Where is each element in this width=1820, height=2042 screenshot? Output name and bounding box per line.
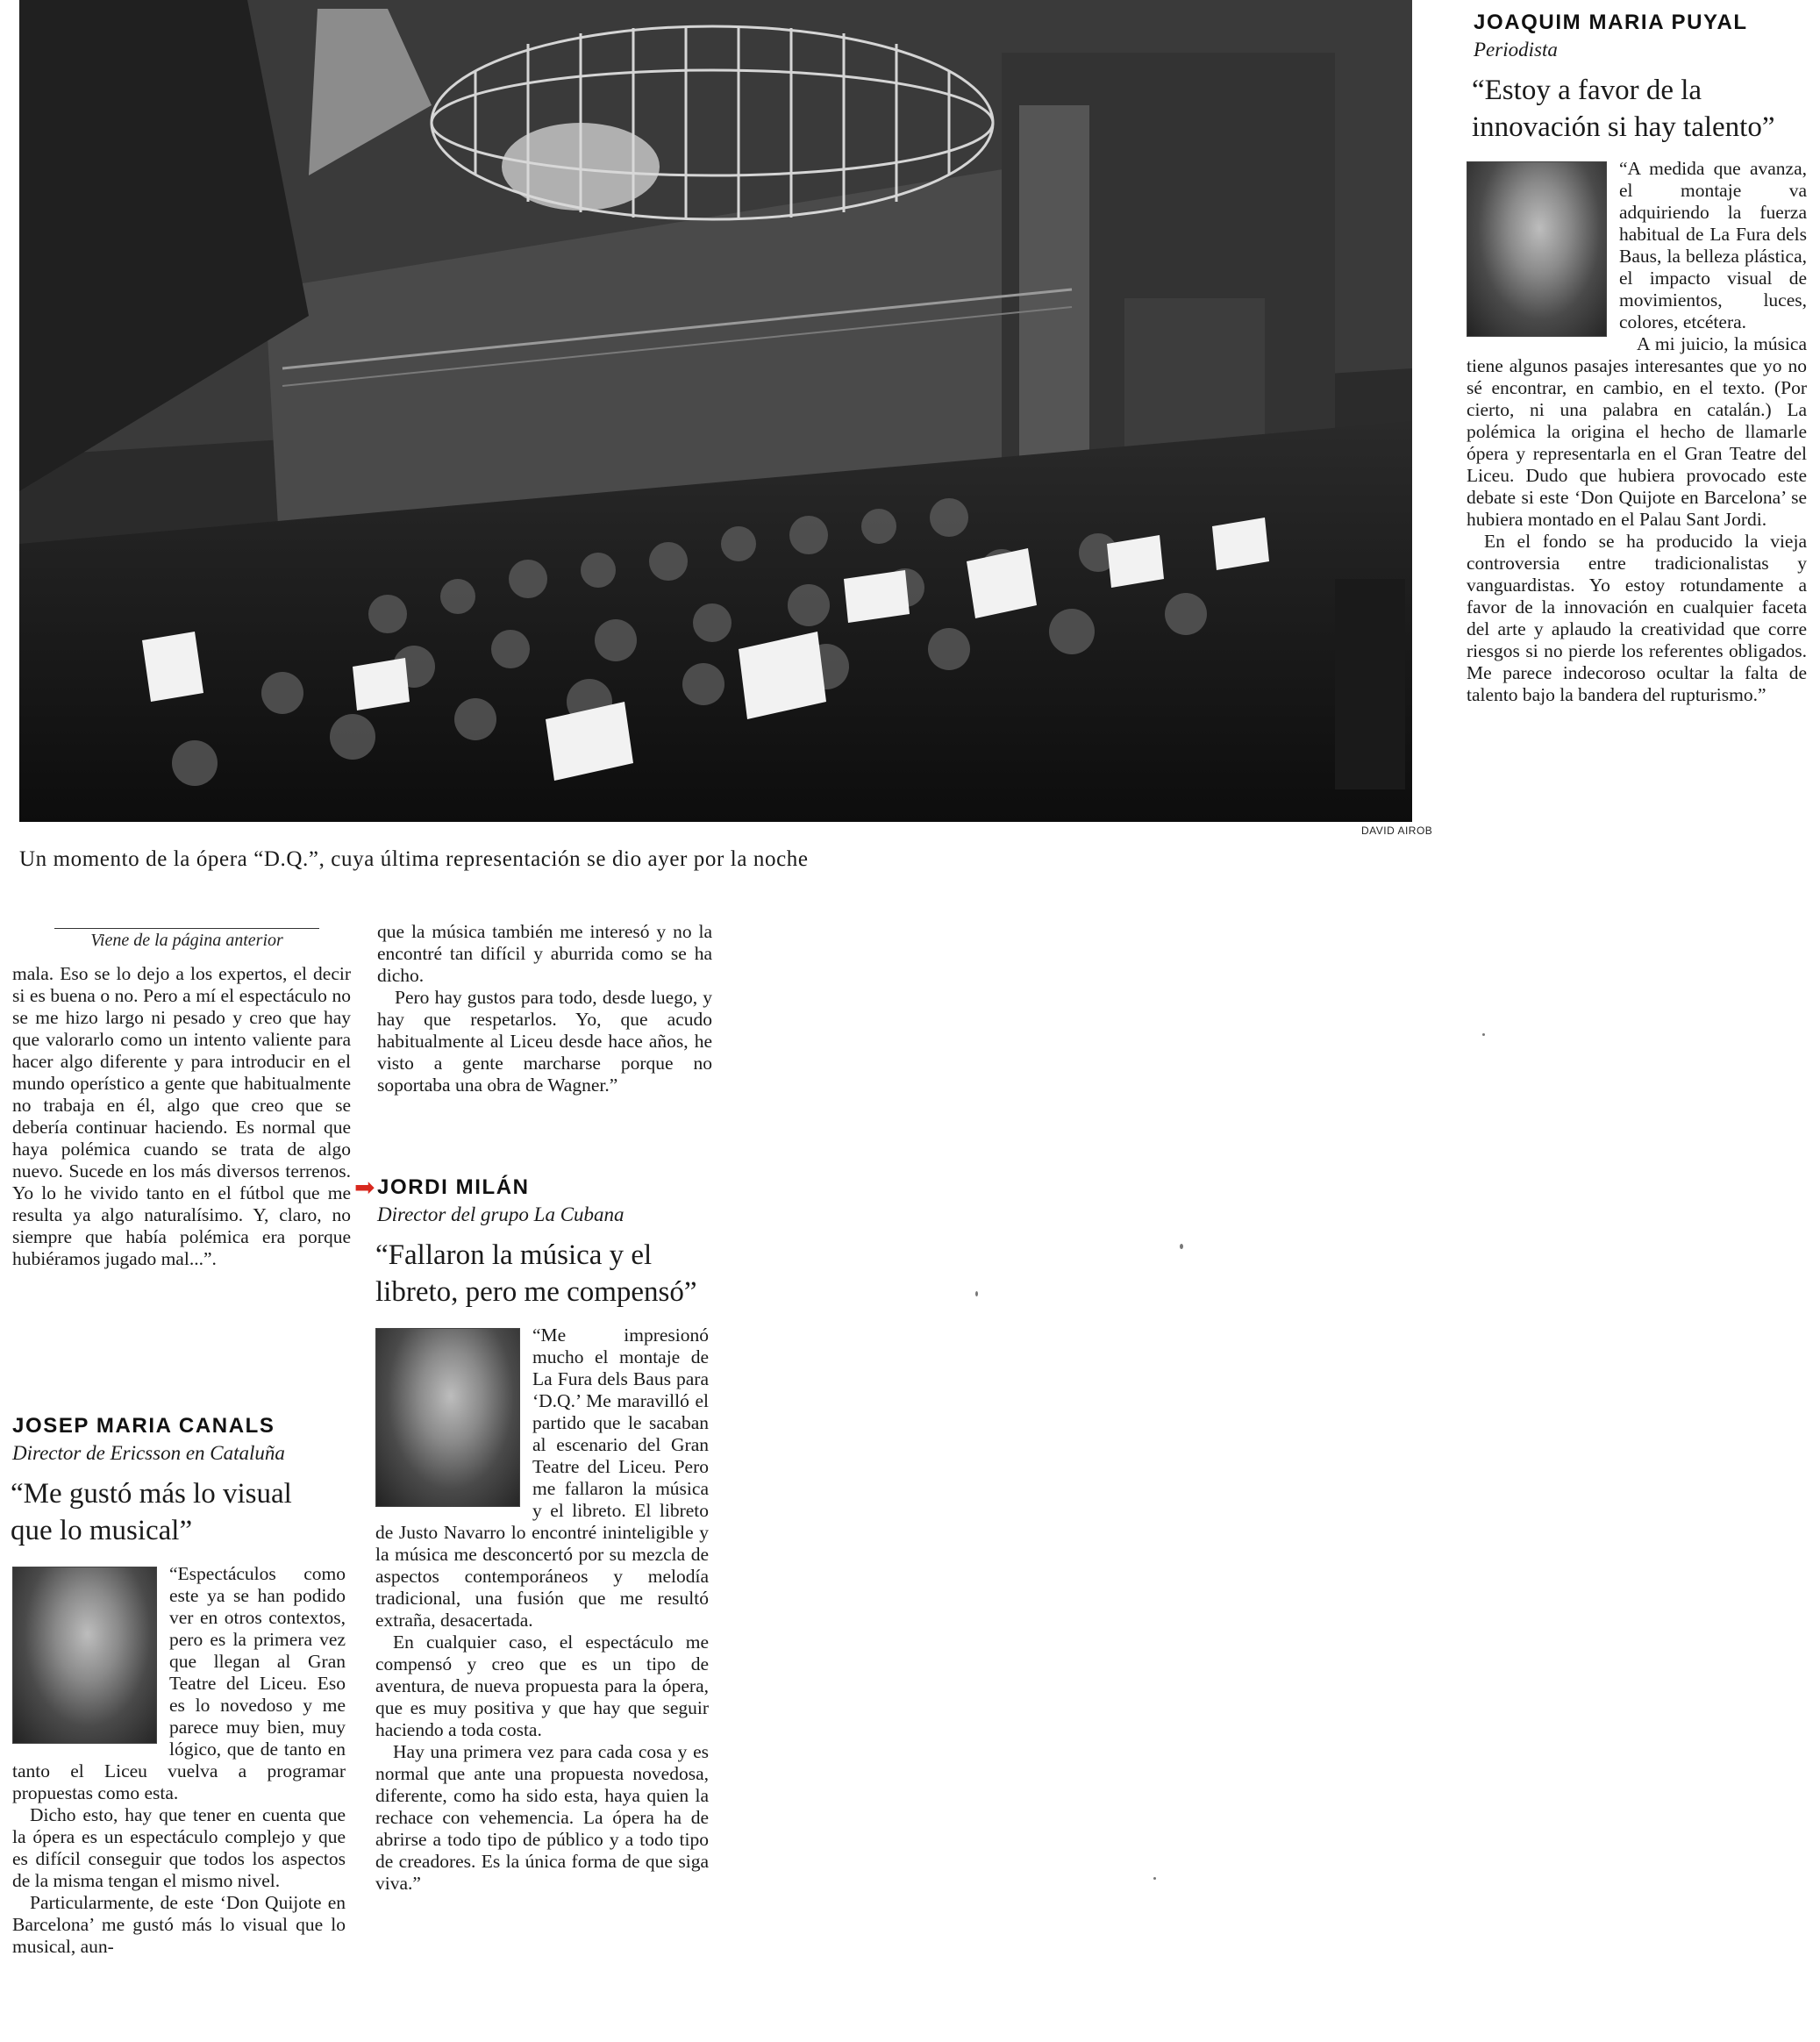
milan-portrait	[375, 1328, 520, 1507]
scan-speck	[1482, 1033, 1485, 1036]
milan-article	[375, 1324, 709, 1895]
scan-speck	[1153, 1877, 1156, 1880]
puyal-paragraph: “A medida que avanza, el montaje va adquiriendo la fuerza habitual de La Fura dels Baus, la belleza plástica, el impacto visual de movimientos, luces, colores, etcétera.	[1619, 158, 1807, 332]
canals-name: JOSEP MARIA CANALS	[12, 1414, 275, 1438]
scan-speck	[975, 1291, 978, 1296]
photo-credit: DAVID AIROB	[1361, 825, 1433, 837]
puyal-portrait	[1467, 161, 1607, 337]
continuation-label: Viene de la página anterior	[54, 928, 319, 951]
canals-portrait	[12, 1567, 157, 1744]
milan-headline: “Fallaron la música y el libreto, pero me compensó”	[375, 1239, 697, 1308]
continuation-article	[12, 963, 351, 1270]
canals-paragraph: “Espectáculos como este ya se han podido ver en otros contextos, pero es la primera vez que llegan al Gran Teatre del Liceu. Eso es lo novedoso y me parece muy bien, muy lógico, que de tanto en tanto el Liceu vuelva a programar propuestas como esta.	[12, 1563, 346, 1803]
canals-paragraph: Particularmente, de este ‘Don Quijote en Barcelona’ me gustó más lo visual que lo musical, aun-	[12, 1892, 346, 1957]
puyal-name: JOAQUIM MARIA PUYAL	[1474, 11, 1748, 34]
milan-paragraph: En cualquier caso, el espectáculo me compensó y creo que es un tipo de aventura, de nueva propuesta para la ópera, que es muy positiva y que hay que seguir haciendo a toda costa.	[375, 1631, 709, 1740]
photo-caption: Un momento de la ópera “D.Q.”, cuya última representación se dio ayer por la noche	[19, 847, 809, 871]
puyal-paragraph: A mi juicio, la música tiene algunos pasajes interesantes que yo no sé encontrar, en cambio, en el texto. (Por cierto, ni una palabra en catalán.) La polémica la origina el hecho de llamarle ópera y representarla en el Gran Teatre del Liceu. Dudo que hubiera provocado este debate si este ‘Don Quijote en Barcelona’ se hubiera montado en el Palau Sant Jordi.	[1467, 333, 1807, 530]
red-arrow-icon: ➡	[354, 1173, 375, 1202]
canals-headline: “Me gustó más lo visual que lo musical”	[11, 1478, 292, 1546]
puyal-headline: “Estoy a favor de la innovación si hay talento”	[1472, 75, 1775, 143]
canals-continuation	[377, 921, 712, 1096]
opera-photo	[19, 0, 1412, 822]
milan-name: JORDI MILÁN	[377, 1175, 530, 1199]
canals-paragraph: Dicho esto, hay que tener en cuenta que la ópera es un espectáculo complejo y que es difícil conseguir que todos los aspectos de la misma tengan el mismo nivel.	[12, 1804, 346, 1891]
scan-speck	[1180, 1244, 1183, 1249]
milan-paragraph: “Me impresionó mucho el montaje de La Fura dels Baus para ‘D.Q.’ Me maravilló el partido que le sacaban al escenario del Gran Teatre del Liceu. Pero me fallaron la música y el libreto. El libreto de Justo Navarro lo encontré ininteligible y la música me desconcertó por su mezcla de aspectos contemporáneos y melodía tradicional, una fusión que me resultó extraña, desacertada.	[375, 1324, 709, 1631]
milan-role: Director del grupo La Cubana	[377, 1203, 625, 1225]
photo-icon	[19, 0, 1412, 822]
puyal-role: Periodista	[1474, 39, 1558, 61]
canals-cont-paragraph: Pero hay gustos para todo, desde luego, y hay que respetarlos. Yo, que acudo habitualmente al Liceu desde hace años, he visto a gente marcharse porque no soportaba una obra de Wagner.”	[377, 987, 712, 1096]
canals-cont-paragraph: que la música también me interesó y no la encontré tan difícil y aburrida como se ha dicho.	[377, 921, 712, 986]
milan-paragraph: Hay una primera vez para cada cosa y es normal que ante una propuesta novedosa, diferente, como ha sido esta, haya quien la rechace con vehemencia. La ópera ha de abrirse a todo tipo de público y a todo tipo de creadores. Es la única forma de que siga viva.”	[375, 1741, 709, 1894]
puyal-paragraph: En el fondo se ha producido la vieja controversia entre tradicionalistas y vanguardistas. Yo estoy rotundamente a favor de la innovación en cualquier faceta del arte y aplaudo la creatividad que corre riesgos si no pierde los referentes obligados. Me parece indecoroso ocultar la falta de talento bajo la bandera del rupturismo.”	[1467, 531, 1807, 705]
continuation-paragraph: mala. Eso se lo dejo a los expertos, el decir si es buena o no. Pero a mí el espectáculo no se me hizo largo ni pesado y creo que hay que valorarlo como un intento valiente para hacer algo diferente y para introducir en el mundo operístico a gente que habitualmente no trabaja en él, algo que creo que se debería continuar haciendo. Es normal que haya polémica cuando se trata de algo nuevo. Sucede en los más diversos terrenos. Yo lo he vivido tanto en el fútbol que me resulta ya algo naturalísimo. Y, claro, no siempre que había polémica era porque hubiéramos jugado mal...”.	[12, 963, 351, 1269]
puyal-article	[1467, 158, 1807, 706]
canals-role: Director de Ericsson en Cataluña	[12, 1442, 285, 1464]
canals-article	[12, 1563, 346, 1958]
